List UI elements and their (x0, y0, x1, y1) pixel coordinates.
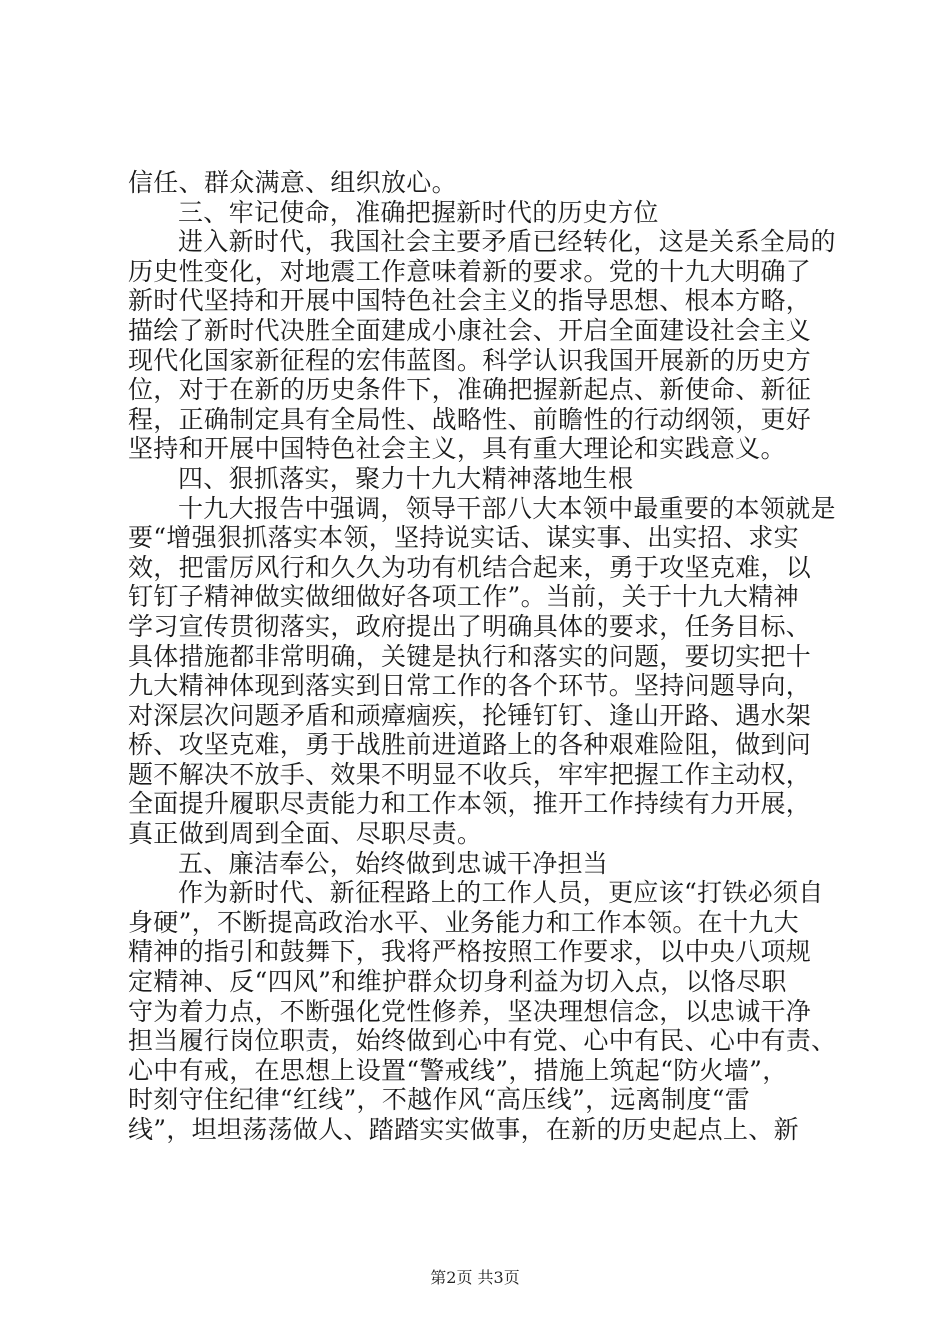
text-line: 新时代坚持和开展中国特色社会主义的指导思想、根本方略， (128, 286, 812, 316)
section-heading: 五、廉洁奉公，始终做到忠诚干净担当 (178, 848, 609, 878)
text-line: 描绘了新时代决胜全面建成小康社会、开启全面建设社会主义 (128, 315, 812, 345)
text-line: 十九大报告中强调，领导干部八大本领中最重要的本领就是 (178, 493, 836, 523)
text-line: 全面提升履职尽责能力和工作本领，推开工作持续有力开展， (128, 789, 812, 819)
document-body (128, 168, 837, 1145)
text-line: 担当履行岗位职责，始终做到心中有党、心中有民、心中有责、 (128, 1026, 837, 1056)
text-line: 时刻守住纪律“红线”，不越作风“高压线”，远离制度“雷 (128, 1085, 751, 1115)
text-line: 精神的指引和鼓舞下，我将严格按照工作要求，以中央八项规 (128, 937, 812, 967)
text-line: 钉钉子精神做实做细做好各项工作”。当前，关于十九大精神 (128, 582, 799, 612)
text-line: 真正做到周到全面、尽职尽责。 (128, 819, 483, 849)
text-line: 作为新时代、新征程路上的工作人员，更应该“打铁必须自 (178, 878, 824, 908)
text-line: 信任、群众满意、组织放心。 (128, 168, 457, 197)
text-line: 坚持和开展中国特色社会主义，具有重大理论和实践意义。 (128, 434, 786, 464)
page-footer: 第2页 共3页 (430, 1268, 520, 1287)
text-line: 身硬”，不断提高政治水平、业务能力和工作本领。在十九大 (128, 907, 799, 937)
text-line: 定精神、反“四风”和维护群众切身利益为切入点，以恪尽职 (128, 967, 787, 997)
text-line: 对深层次问题矛盾和顽瘴痼疾，抡锤钉钉、逢山开路、遇水架 (128, 700, 812, 730)
text-line: 具体措施都非常明确，关键是执行和落实的问题，要切实把十 (128, 641, 812, 671)
text-line: 现代化国家新征程的宏伟蓝图。科学认识我国开展新的历史方 (128, 345, 812, 375)
text-line: 题不解决不放手、效果不明显不收兵，牢牢把握工作主动权， (128, 759, 812, 789)
text-line: 学习宣传贯彻落实，政府提出了明确具体的要求，任务目标、 (128, 611, 812, 641)
text-line: 效，把雷厉风行和久久为功有机结合起来，勇于攻坚克难，以 (128, 552, 812, 582)
text-line: 历史性变化，对地震工作意味着新的要求。党的十九大明确了 (128, 256, 812, 286)
text-line: 桥、攻坚克难，勇于战胜前进道路上的各种艰难险阻，做到问 (128, 730, 812, 760)
text-line: 心中有戒，在思想上设置“警戒线”，措施上筑起“防火墙”， (128, 1055, 788, 1085)
section-heading: 四、狠抓落实，聚力十九大精神落地生根 (178, 463, 634, 493)
text-line: 线”，坦坦荡荡做人、踏踏实实做事，在新的历史起点上、新 (128, 1115, 799, 1144)
text-line: 要“增强狠抓落实本领，坚持说实话、谋实事、出实招、求实 (128, 523, 799, 553)
text-line: 程，正确制定具有全局性、战略性、前瞻性的行动纲领，更好 (128, 404, 812, 434)
section-heading: 三、牢记使命，准确把握新时代的历史方位 (178, 197, 659, 227)
text-line: 九大精神体现到落实到日常工作的各个环节。坚持问题导向， (128, 671, 812, 701)
text-line: 进入新时代，我国社会主要矛盾已经转化，这是关系全局的 (178, 227, 836, 257)
text-line: 守为着力点，不断强化党性修养，坚决理想信念，以忠诚干净 (128, 996, 812, 1026)
text-line: 位，对于在新的历史条件下，准确把握新起点、新使命、新征 (128, 375, 812, 405)
